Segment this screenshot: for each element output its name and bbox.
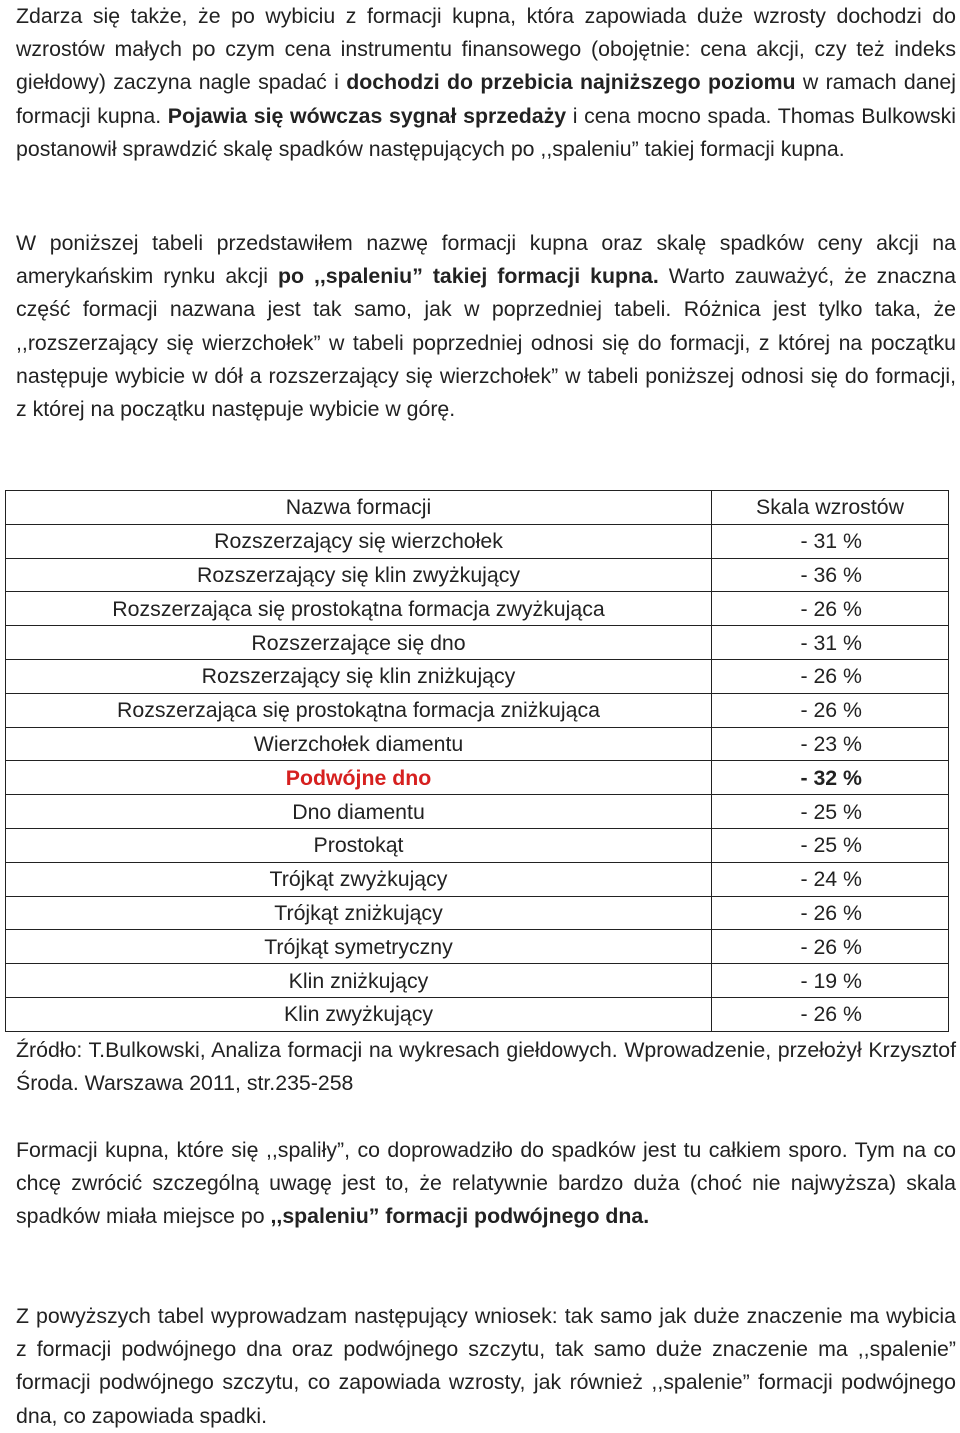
table-row [6,626,949,660]
formation-name-cell: Rozszerzający się klin zniżkujący [6,659,712,693]
paragraph-intro-text-2: w ramach danej formacji kupna. [16,70,957,128]
paragraph-intro-text-3: i cena mocno spada. Thomas Bulkowski postanowił sprawdzić skalę spadków następujących po ,,spaleniu” takiej formacji kupna. [16,103,956,161]
scale-value-cell: - 26 % [712,997,949,1031]
paragraph-conclusion-2: Z powyższych tabel wyprowadzam następujący wniosek: tak samo jak duże znaczenie ma wybicia z formacji podwójnego dna oraz podwójnego szczytu, tak samo duże znaczenie ma ,,spalenie” formacji podwójnego szczytu, co zapowiada wzrosty, jak również ,,spalenie” formacji podwójnego dna, co zapowiada spadki. [16,1304,956,1428]
formation-name-cell: Prostokąt [6,828,712,862]
formation-name-cell: Rozszerzająca się prostokątna formacja zniżkująca [6,693,712,727]
paragraph-conclusion-1 [16,1134,956,1234]
formation-name-cell: Trójkąt symetryczny [6,930,712,964]
scale-value-cell: - 25 % [712,828,949,862]
formation-name-cell: Rozszerzające się dno [6,626,712,660]
table-row [6,997,949,1031]
table-row [6,693,949,727]
paragraph-table-intro-text-2: Warto zauważyć, że znaczna część formacji nazwana jest tak samo, jak w poprzedniej tabeli. Różnica jest tylko taka, że ,,rozszerzający się wierzchołek” w tabeli poprzedniej odnosi się do formacji, z której na początku następuje wybicie w dół a rozszerzający się wierzchołek” w tabeli poniższej odnosi się do formacji, z której na początku następuje wybicie w górę. [16,264,956,422]
formation-name-cell: Klin zwyżkujący [6,997,712,1031]
table-row [6,930,949,964]
table-row [6,592,949,626]
formations-table-body [6,491,949,1032]
scale-value-cell: - 26 % [712,592,949,626]
paragraph-table-intro-bold: po ,,spaleniu” takiej formacji kupna. [277,264,659,289]
paragraph-table-intro [16,227,956,426]
source-citation: Źródło: T.Bulkowski, Analiza formacji na wykresach giełdowych. Wprowadzenie, przełożył Krzysztof Środa. Warszawa 2011, str.235-258 [16,1038,956,1096]
table-row [6,761,949,795]
scale-value-cell: - 26 % [712,659,949,693]
table-row [6,964,949,998]
header-formation-name: Nazwa formacji [6,491,712,525]
table-row [6,896,949,930]
paragraph-table-intro-text-1: W poniższej tabeli przedstawiłem nazwę formacji kupna oraz skalę spadków ceny akcji na amerykańskim rynku akcji [16,231,956,289]
table-row [6,862,949,896]
paragraph-intro-text-1: Zdarza się także, że po wybiciu z formacji kupna, która zapowiada duże wzrosty dochodzi do wzrostów małych po czym cena instrumentu finansowego (obojętnie: cena akcji, czy też indeks giełdowy) zaczyna nagle spadać i [16,4,956,95]
scale-value-cell: - 25 % [712,795,949,829]
scale-value-cell: - 31 % [712,626,949,660]
table-row [6,558,949,592]
paragraph-conclusion-1-text: Formacji kupna, które się ,,spaliły”, co doprowadziło do spadków jest tu całkiem sporo. Tym na co chcę zwrócić szczególną uwagę jest to, że relatywnie bardzo duża (choć nie najwyższa) skala spadków miała miejsce po [16,1138,956,1229]
scale-value-cell: - 24 % [712,862,949,896]
scale-value-cell: - 26 % [712,896,949,930]
formation-name-cell: Rozszerzający się wierzchołek [6,524,712,558]
table-row [6,727,949,761]
header-scale: Skala wzrostów [712,491,949,525]
table-row [6,524,949,558]
formation-name-cell: Rozszerzająca się prostokątna formacja zwyżkująca [6,592,712,626]
scale-value-cell: - 26 % [712,693,949,727]
paragraph-intro [16,0,956,166]
formation-name-cell: Podwójne dno [6,761,712,795]
formation-name-cell: Wierzchołek diamentu [6,727,712,761]
paragraph-intro-bold-1: dochodzi do przebicia najniższego poziomu [346,70,796,95]
formation-name-cell: Dno diamentu [6,795,712,829]
scale-value-cell: - 32 % [712,761,949,795]
formation-name-cell: Trójkąt zniżkujący [6,896,712,930]
table-row [6,828,949,862]
paragraph-intro-bold-2: Pojawia się wówczas sygnał sprzedaży [167,103,567,128]
scale-value-cell: - 36 % [712,558,949,592]
formation-name-cell: Klin zniżkujący [6,964,712,998]
scale-value-cell: - 19 % [712,964,949,998]
table-row [6,795,949,829]
formations-table [5,490,949,1032]
scale-value-cell: - 26 % [712,930,949,964]
paragraph-conclusion-1-bold: ,,spaleniu” formacji podwójnego dna. [270,1204,650,1229]
formation-name-cell: Rozszerzający się klin zwyżkujący [6,558,712,592]
table-header-row [6,491,949,525]
scale-value-cell: - 31 % [712,524,949,558]
scale-value-cell: - 23 % [712,727,949,761]
table-row [6,659,949,693]
formation-name-cell: Trójkąt zwyżkujący [6,862,712,896]
